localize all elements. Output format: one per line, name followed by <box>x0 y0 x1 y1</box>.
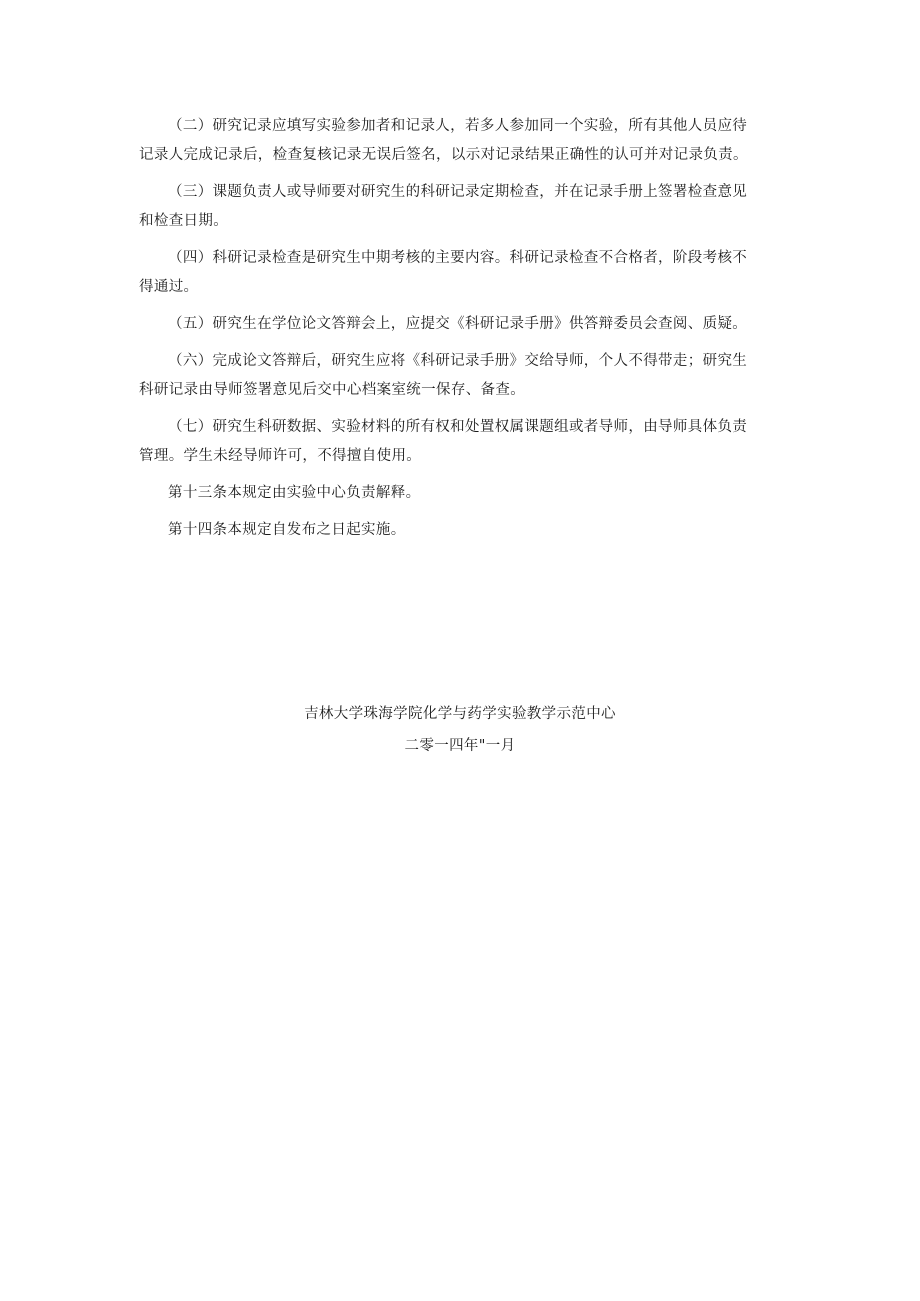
clause-7 <box>139 413 784 471</box>
clause-7-line-1: （七）研究生科研数据、实验材料的所有权和处置权属课题组或者导师，由导师具体负责 <box>168 419 748 435</box>
clause-5 <box>139 310 784 339</box>
clause-6-line-1: （六）完成论文答辩后，研究生应将《科研记录手册》交给导师，个人不得带走；研究生 <box>168 353 748 369</box>
clause-3-line-2: 和检查日期。 <box>139 213 229 229</box>
clause-3-line-1: （三）课题负责人或导师要对研究生的科研记录定期检查，并在记录手册上签署检查意见 <box>168 184 748 200</box>
clause-4-line-1: （四）科研记录检查是研究生中期考核的主要内容。科研记录检查不合格者，阶段考核不 <box>168 250 748 266</box>
signature-date: 二零一四年"一月 <box>404 738 516 754</box>
clause-6-line-2: 科研记录由导师签署意见后交中心档案室统一保存、备查。 <box>139 382 526 398</box>
clause-6 <box>139 347 784 405</box>
clause-3 <box>139 178 784 236</box>
clause-2-line-1: （二）研究记录应填写实验参加者和记录人，若多人参加同一个实验，所有其他人员应待 <box>168 118 748 134</box>
article-14: 第十四条本规定自发布之日起实施。 <box>168 522 406 538</box>
clause-4-line-2: 得通过。 <box>139 279 199 295</box>
clause-7-line-2: 管理。学生未经导师许可，不得擅自使用。 <box>139 448 422 464</box>
clause-2 <box>139 112 784 170</box>
signature-organization: 吉林大学珠海学院化学与药学实验教学示范中心 <box>304 706 616 722</box>
signature-block <box>0 698 920 762</box>
article-13: 第十三条本规定由实验中心负责解释。 <box>168 485 421 501</box>
regulation-body <box>139 112 784 553</box>
clause-5-line-1: （五）研究生在学位论文答辩会上，应提交《科研记录手册》供答辩委员会查阅、质疑。 <box>168 316 748 332</box>
clause-2-line-2: 记录人完成记录后，检查复核记录无误后签名，以示对记录结果正确性的认可并对记录负责。 <box>139 147 748 163</box>
clause-4 <box>139 244 784 302</box>
